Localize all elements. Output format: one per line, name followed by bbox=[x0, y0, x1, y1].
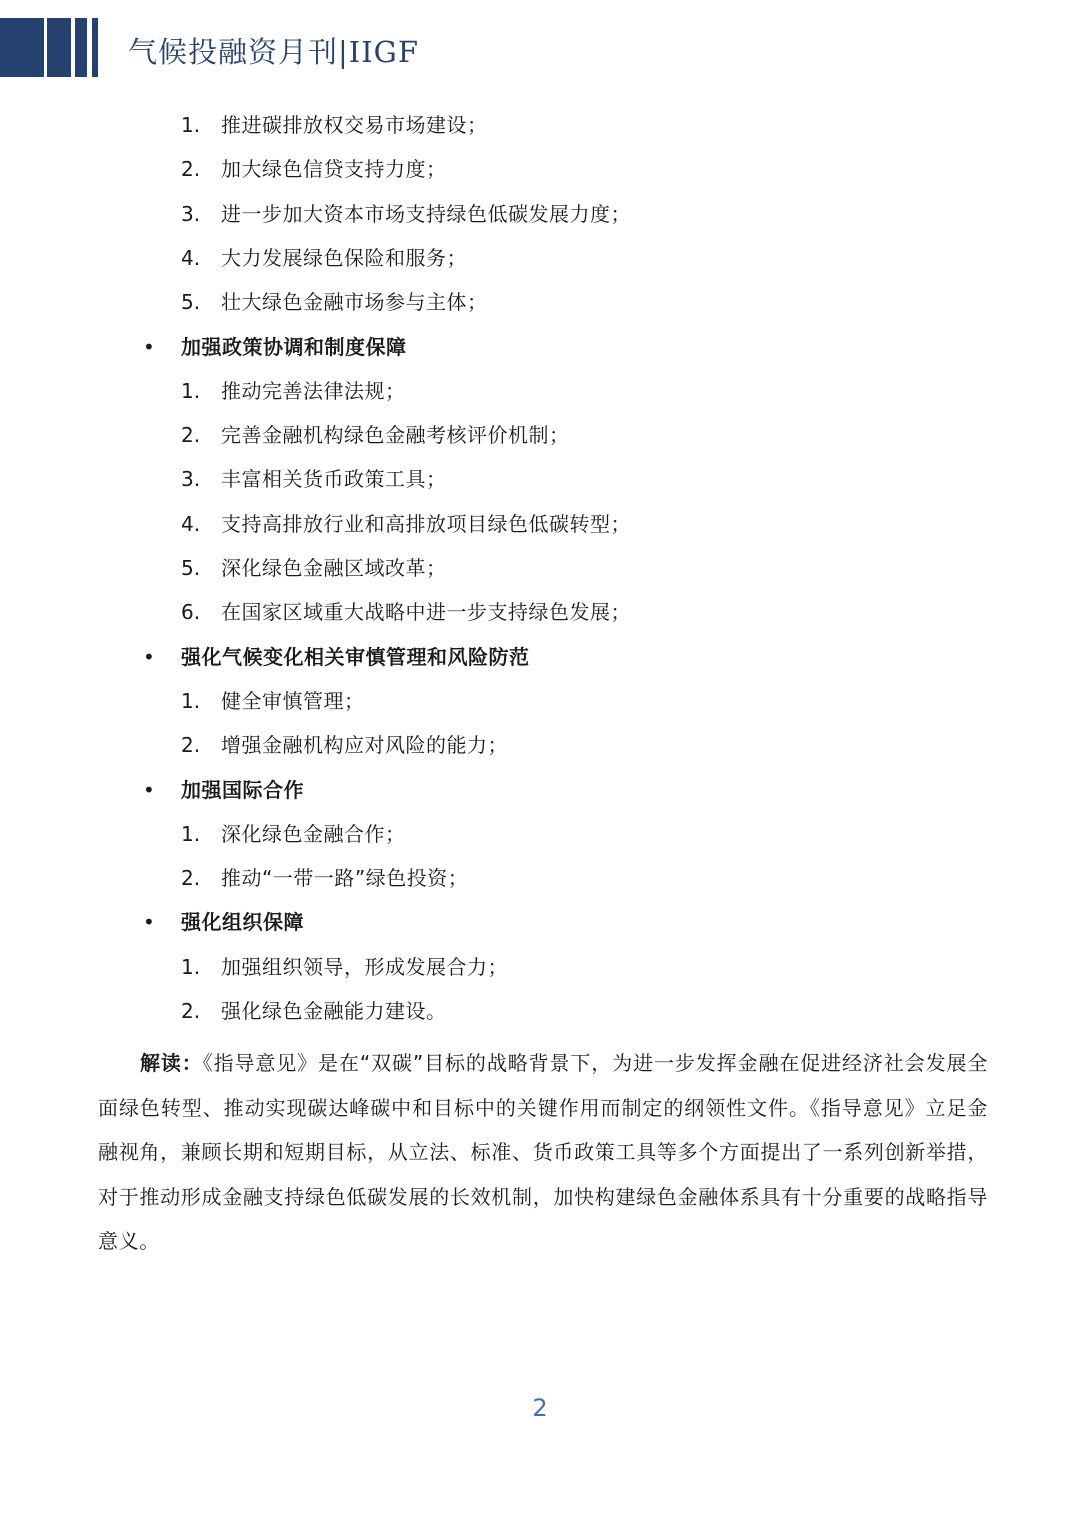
bullet-marker: • bbox=[143, 334, 155, 359]
header-bar-decoration bbox=[75, 18, 87, 77]
header-bar-decoration bbox=[47, 18, 71, 77]
item-number: 1. bbox=[181, 378, 201, 403]
bullet-marker: • bbox=[143, 777, 155, 802]
item-number: 4. bbox=[181, 245, 201, 270]
item-number: 5. bbox=[181, 290, 201, 315]
section-heading-text: 强化气候变化相关审慎管理和风险防范 bbox=[181, 644, 530, 669]
section-heading-text: 加强国际合作 bbox=[181, 777, 304, 802]
item-number: 1. bbox=[181, 954, 201, 979]
bullet-marker: • bbox=[143, 644, 155, 669]
commentary-text: 《指导意见》是在“双碳”目标的战略背景下，为进一步发挥金融在促进经济社会发展全面绿色转型、推动实现碳达峰碳中和目标中的关键作用而制定的纲领性文件。《指导意见》立足金融视角，兼顾长期和短期目标，从立法、标准、货币政策工具等多个方面提出了一系列创新举措，对于推动形成金融支持绿色低碳发展的长效机制，加快构建绿色金融体系具有十分重要的战略指导意义。 bbox=[98, 1051, 988, 1254]
item-number: 2. bbox=[181, 733, 201, 758]
item-number: 3. bbox=[181, 201, 201, 226]
item-text: 健全审慎管理； bbox=[221, 688, 365, 713]
item-text: 加强组织领导，形成发展合力； bbox=[221, 954, 508, 979]
item-text: 推动“一带一路”绿色投资； bbox=[221, 866, 469, 891]
item-text: 大力发展绿色保险和服务； bbox=[221, 245, 467, 270]
item-number: 2. bbox=[181, 866, 201, 891]
header-bar-decoration bbox=[92, 18, 98, 77]
commentary-label: 解读： bbox=[140, 1051, 203, 1075]
item-text: 推动完善法律法规； bbox=[221, 378, 406, 403]
bullet-marker: • bbox=[143, 910, 155, 935]
item-number: 2. bbox=[181, 999, 201, 1023]
item-text: 壮大绿色金融市场参与主体； bbox=[221, 290, 488, 315]
commentary-paragraph bbox=[98, 1041, 988, 1264]
item-number: 4. bbox=[181, 511, 201, 536]
item-number: 3. bbox=[181, 467, 201, 492]
item-text: 加大绿色信贷支持力度； bbox=[221, 157, 447, 182]
item-text: 深化绿色金融合作； bbox=[221, 821, 406, 846]
item-number: 1. bbox=[181, 688, 201, 713]
page-number: 2 bbox=[532, 1394, 548, 1422]
item-text: 强化绿色金融能力建设。 bbox=[221, 999, 447, 1023]
item-text: 丰富相关货币政策工具； bbox=[221, 467, 447, 492]
publication-title: 气候投融资月刊|IIGF bbox=[128, 35, 419, 69]
item-text: 在国家区域重大战略中进一步支持绿色发展； bbox=[221, 600, 631, 625]
item-text: 深化绿色金融区域改革； bbox=[221, 556, 447, 580]
item-number: 2. bbox=[181, 423, 201, 448]
item-number: 1. bbox=[181, 113, 201, 137]
page-header bbox=[0, 0, 1080, 90]
item-number: 5. bbox=[181, 556, 201, 580]
section-heading-text: 加强政策协调和制度保障 bbox=[181, 334, 407, 359]
item-text: 推进碳排放权交易市场建设； bbox=[221, 113, 488, 137]
section-heading-text: 强化组织保障 bbox=[181, 910, 304, 935]
item-text: 支持高排放行业和高排放项目绿色低碳转型； bbox=[221, 511, 631, 536]
header-bar-decoration bbox=[0, 18, 44, 77]
item-text: 完善金融机构绿色金融考核评价机制； bbox=[221, 423, 570, 448]
item-number: 6. bbox=[181, 600, 201, 625]
item-text: 增强金融机构应对风险的能力； bbox=[221, 733, 508, 758]
item-number: 1. bbox=[181, 821, 201, 846]
item-text: 进一步加大资本市场支持绿色低碳发展力度； bbox=[221, 201, 631, 226]
item-number: 2. bbox=[181, 157, 201, 182]
